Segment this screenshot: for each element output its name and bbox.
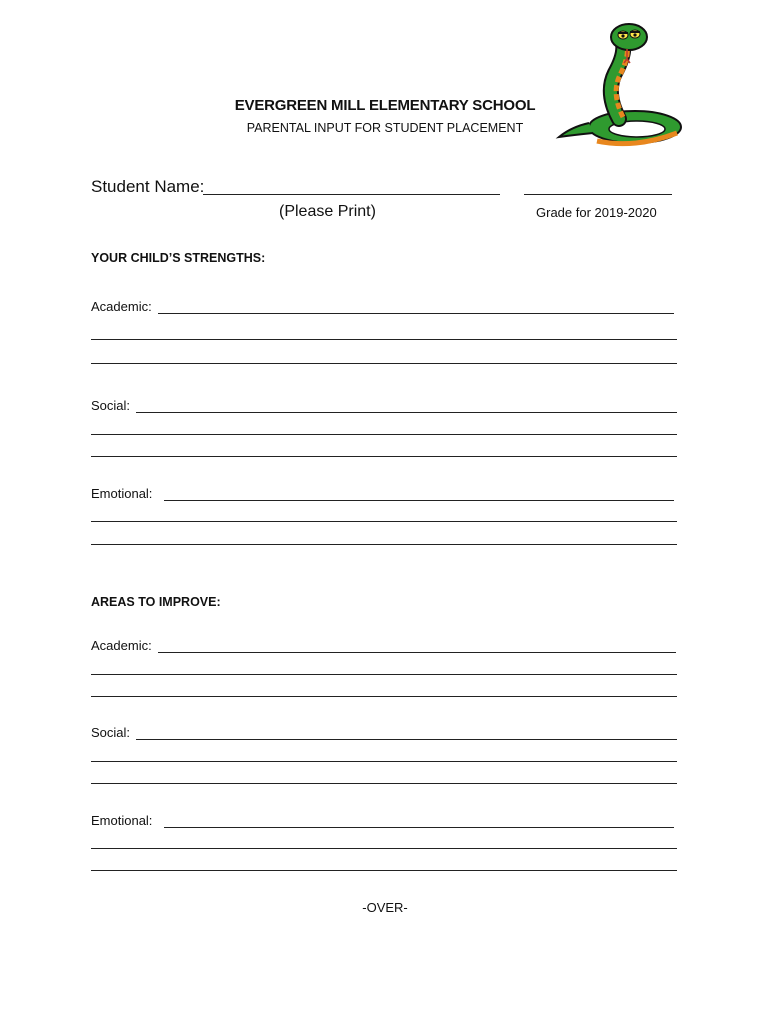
strengths-academic-line-1[interactable] bbox=[158, 313, 674, 314]
improve-emotional-line-1[interactable] bbox=[164, 827, 674, 828]
strengths-emotional-line-3[interactable] bbox=[91, 544, 677, 545]
improve-academic-line-3[interactable] bbox=[91, 696, 677, 697]
please-print-note: (Please Print) bbox=[279, 203, 376, 220]
improve-social-line-2[interactable] bbox=[91, 761, 677, 762]
improve-academic-line-2[interactable] bbox=[91, 674, 677, 675]
improve-emotional-line-3[interactable] bbox=[91, 870, 677, 871]
improve-social-line-3[interactable] bbox=[91, 783, 677, 784]
grade-label: Grade for 2019-2020 bbox=[536, 205, 657, 220]
strengths-social-line-2[interactable] bbox=[91, 434, 677, 435]
strengths-emotional-line-2[interactable] bbox=[91, 521, 677, 522]
improve-emotional-label: Emotional: bbox=[91, 813, 153, 828]
student-name-label: Student Name: bbox=[91, 177, 205, 196]
school-title: EVERGREEN MILL ELEMENTARY SCHOOL bbox=[234, 97, 536, 114]
improve-social-line-1[interactable] bbox=[136, 739, 677, 740]
grade-field[interactable] bbox=[524, 194, 672, 195]
improve-heading: AREAS TO IMPROVE: bbox=[91, 595, 221, 609]
improve-academic-label: Academic: bbox=[91, 638, 152, 653]
improve-academic-line-1[interactable] bbox=[158, 652, 676, 653]
over-note: -OVER- bbox=[362, 900, 408, 915]
strengths-social-label: Social: bbox=[91, 398, 131, 413]
strengths-emotional-label: Emotional: bbox=[91, 486, 153, 501]
strengths-heading: YOUR CHILD’S STRENGTHS: bbox=[91, 251, 266, 265]
strengths-academic-label: Academic: bbox=[91, 299, 152, 314]
strengths-social-line-1[interactable] bbox=[136, 412, 677, 413]
form-subtitle: PARENTAL INPUT FOR STUDENT PLACEMENT bbox=[246, 121, 524, 135]
strengths-emotional-line-1[interactable] bbox=[164, 500, 674, 501]
strengths-social-line-3[interactable] bbox=[91, 456, 677, 457]
improve-social-label: Social: bbox=[91, 725, 131, 740]
improve-emotional-line-2[interactable] bbox=[91, 848, 677, 849]
snake-mascot-icon bbox=[553, 15, 693, 155]
strengths-academic-line-2[interactable] bbox=[91, 339, 677, 340]
strengths-academic-line-3[interactable] bbox=[91, 363, 677, 364]
student-name-field[interactable] bbox=[203, 194, 500, 195]
